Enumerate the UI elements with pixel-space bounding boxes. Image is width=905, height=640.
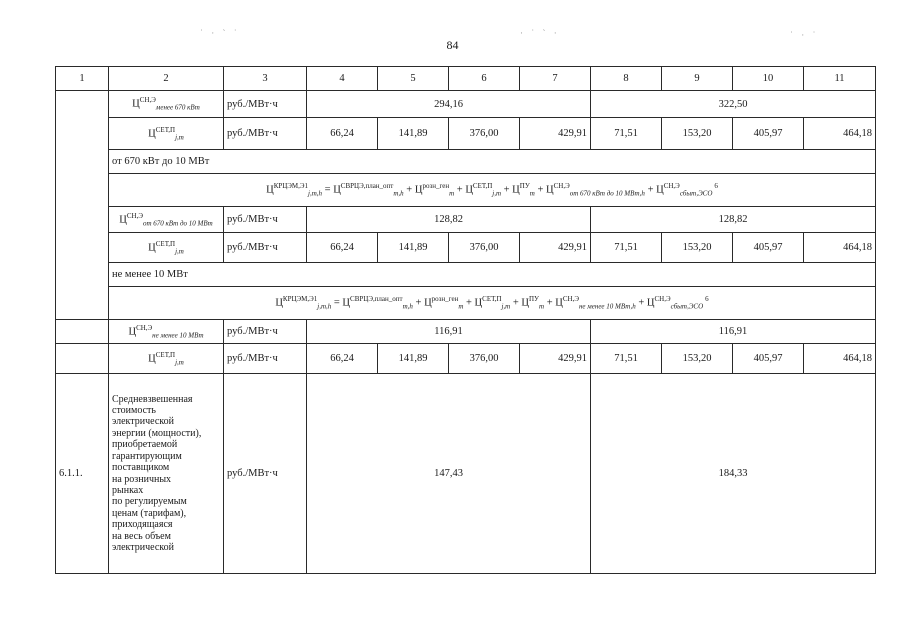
scan-noise: ˙ · ` ˙ [200, 28, 240, 38]
description-line: на розничных [112, 473, 172, 485]
unit-cell: руб./МВт·ч [224, 207, 307, 233]
value-cell: 405,97 [733, 118, 804, 150]
header-cell: 7 [520, 67, 591, 91]
table-row [56, 91, 876, 118]
unit-cell: руб./МВт·ч [224, 344, 307, 374]
description-line: стоимость [112, 405, 156, 417]
description-line: Средневзвешенная [112, 393, 193, 405]
value-cell: 376,00 [449, 233, 520, 263]
section-row [56, 263, 876, 287]
description-line: ценам (тарифам), [112, 507, 187, 519]
value-cell: 66,24 [307, 233, 378, 263]
value-cell: 429,91 [520, 118, 591, 150]
table-row [56, 344, 876, 374]
value-cell: 322,50 [591, 91, 876, 118]
value-cell: 128,82 [591, 207, 876, 233]
empty-number-cell [56, 91, 109, 320]
value-cell: 405,97 [733, 344, 804, 374]
header-cell: 5 [378, 67, 449, 91]
header-cell: 4 [307, 67, 378, 91]
header-cell: 10 [733, 67, 804, 91]
footnote-mark: 6 [705, 295, 709, 304]
value-cell: 66,24 [307, 118, 378, 150]
item-row [56, 374, 876, 574]
formula-row [56, 174, 876, 207]
value-cell: 116,91 [307, 320, 591, 344]
value-cell: 405,97 [733, 233, 804, 263]
header-cell: 11 [804, 67, 876, 91]
value-cell: 464,18 [804, 233, 876, 263]
description-line: по регулируемым [112, 496, 187, 508]
value-cell: 71,51 [591, 118, 662, 150]
header-cell: 8 [591, 67, 662, 91]
value-cell: 429,91 [520, 233, 591, 263]
symbol-cell: $Ц^{СН,Э}_{от 670 кВт до 10 МВт}$ [109, 207, 224, 233]
description-line: электрической [112, 416, 174, 428]
unit-cell: руб./МВт·ч [224, 320, 307, 344]
value-cell: 464,18 [804, 118, 876, 150]
page-number: 84 [446, 38, 459, 52]
header-cell: 6 [449, 67, 520, 91]
section-row [56, 150, 876, 174]
value-cell: 147,43 [307, 374, 591, 574]
formula: $Ц^{КРЦЭМ,Э1}_{j,m,h} = Ц^{СВРЦЭ,план\_опт}_{m,h} + Ц^{розн\_ген}_m + Ц^{СЕТ,П}_{j,m} + Ц^{ПУ}_m + Ц^{СН,Э}_{от 670 кВт до 10 МВт,h} + Ц^{СН,Э}_{сбыт,ЭСО}^6$ [109, 174, 876, 207]
value-cell: 128,82 [307, 207, 591, 233]
value-cell: 153,20 [662, 344, 733, 374]
value-cell: 66,24 [307, 344, 378, 374]
value-cell: 71,51 [591, 233, 662, 263]
tariff-table [55, 66, 876, 574]
header-cell: 2 [109, 67, 224, 91]
value-cell: 141,89 [378, 344, 449, 374]
value-cell: 116,91 [591, 320, 876, 344]
footnote-mark: 6 [714, 182, 718, 191]
symbol-cell: $Ц^{СЕТ,П}_{j,m}$ [109, 233, 224, 263]
empty-number-cell [56, 344, 109, 374]
value-cell: 376,00 [449, 118, 520, 150]
symbol-cell: $Ц^{СЕТ,П}_{j,m}$ [109, 118, 224, 150]
table-row [56, 118, 876, 150]
item-description [109, 374, 224, 574]
unit-cell: руб./МВт·ч [224, 374, 307, 574]
value-cell: 71,51 [591, 344, 662, 374]
description-line: приходящаяся [112, 519, 173, 531]
value-cell: 376,00 [449, 344, 520, 374]
description-line: гарантирующим [112, 450, 182, 462]
section-label: не менее 10 МВт [109, 263, 876, 287]
description-line: энергии (мощности), [112, 427, 202, 439]
scan-noise: · ˙ ` · [520, 28, 560, 38]
value-cell: 294,16 [307, 91, 591, 118]
description-line: на весь объем [112, 530, 171, 542]
formula-row [56, 287, 876, 320]
value-cell: 153,20 [662, 118, 733, 150]
table-row [56, 320, 876, 344]
symbol-cell: $Ц^{СЕТ,П}_{j,m}$ [109, 344, 224, 374]
description-line: приобретаемой [112, 439, 178, 451]
value-cell: 141,89 [378, 233, 449, 263]
scan-noise: ˙ · ˙ [790, 30, 819, 40]
header-cell: 9 [662, 67, 733, 91]
unit-cell: руб./МВт·ч [224, 91, 307, 118]
description-line: электрической [112, 541, 174, 553]
unit-cell: руб./МВт·ч [224, 118, 307, 150]
description-line: поставщиком [112, 462, 170, 474]
item-number: 6.1.1. [56, 374, 109, 574]
header-cell: 3 [224, 67, 307, 91]
header-row [56, 67, 876, 91]
formula: $Ц^{КРЦЭМ,Э1}_{j,m,h} = Ц^{СВРЦЭ,план\_опт}_{m,h} + Ц^{розн\_ген}_m + Ц^{СЕТ,П}_{j,m} + Ц^{ПУ}_m + Ц^{СН,Э}_{не менее 10 МВт,h} + Ц^{СН,Э}_{сбыт,ЭСО}^6$ [109, 287, 876, 320]
header-cell: 1 [56, 67, 109, 91]
symbol-cell: $Ц^{СН,Э}_{не менее 10 МВт}$ [109, 320, 224, 344]
empty-number-cell [56, 320, 109, 344]
value-cell: 153,20 [662, 233, 733, 263]
section-label: от 670 кВт до 10 МВт [109, 150, 876, 174]
value-cell: 141,89 [378, 118, 449, 150]
value-cell: 429,91 [520, 344, 591, 374]
value-cell: 464,18 [804, 344, 876, 374]
table-row [56, 207, 876, 233]
table-row [56, 233, 876, 263]
description-line: рынках [112, 484, 144, 496]
value-cell: 184,33 [591, 374, 876, 574]
unit-cell: руб./МВт·ч [224, 233, 307, 263]
symbol-cell: $Ц^{СН,Э}_{менее 670 кВт}$ [109, 91, 224, 118]
